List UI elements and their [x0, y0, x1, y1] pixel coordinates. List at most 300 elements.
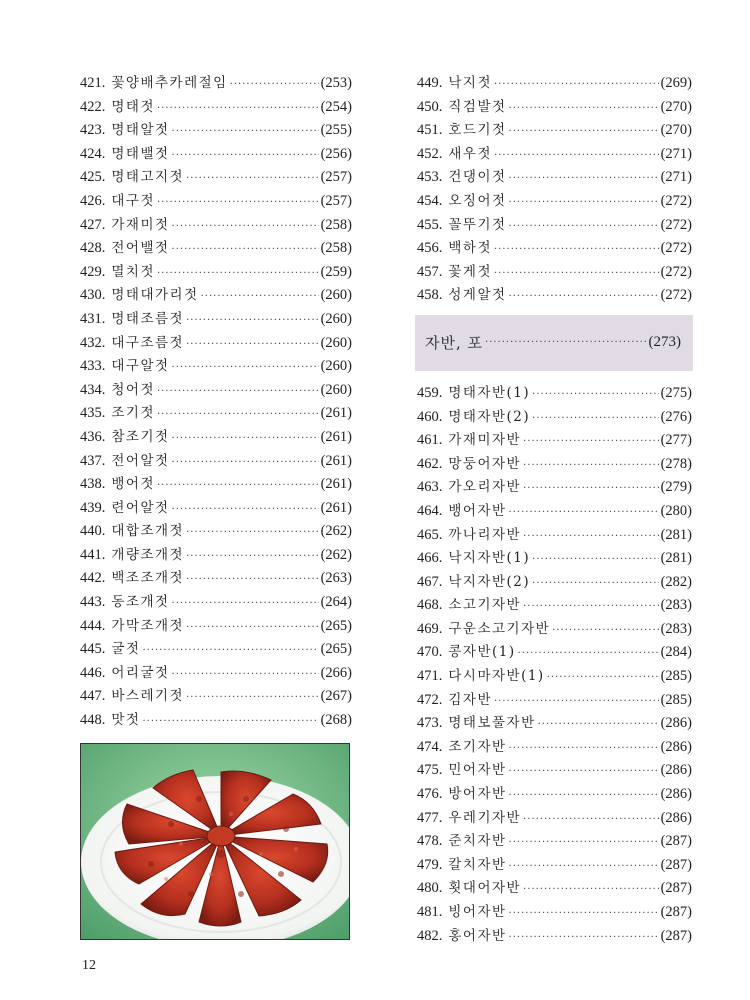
leader-dots	[552, 625, 658, 636]
toc-entry[interactable]	[417, 664, 692, 688]
page-number: 12	[82, 958, 96, 973]
entry-title: 가재미젓	[111, 216, 170, 233]
leader-dots	[186, 315, 318, 326]
leader-dots	[494, 79, 659, 90]
leader-dots	[172, 457, 319, 468]
leader-dots	[523, 814, 658, 825]
entry-page: (286)	[660, 738, 692, 755]
leader-dots	[172, 504, 319, 515]
toc-entry[interactable]	[80, 566, 352, 590]
toc-entry[interactable]	[417, 260, 692, 284]
toc-entry[interactable]	[80, 118, 352, 142]
toc-entry[interactable]	[80, 496, 352, 520]
entry-number: 422.	[80, 98, 106, 115]
entry-page: (287)	[660, 880, 692, 897]
entry-title: 청어젓	[111, 381, 155, 398]
entry-page: (265)	[320, 641, 352, 658]
entry-page: (272)	[660, 216, 692, 233]
entry-number: 452.	[417, 145, 443, 162]
toc-entry[interactable]	[80, 661, 352, 685]
toc-entry[interactable]	[417, 853, 692, 877]
leader-dots	[186, 574, 318, 585]
leader-dots	[172, 150, 319, 161]
leader-dots	[157, 103, 319, 114]
entry-page: (267)	[320, 688, 352, 705]
entry-title: 명태보풀자반	[448, 715, 536, 732]
toc-entry[interactable]	[80, 260, 352, 284]
toc-entry[interactable]	[80, 354, 352, 378]
leader-dots	[485, 337, 646, 348]
entry-page: (283)	[660, 597, 692, 614]
entry-title: 김자반	[448, 691, 492, 708]
leader-dots	[172, 244, 319, 255]
entry-title: 대구알젓	[111, 358, 170, 375]
entry-title: 가막조개젓	[111, 617, 185, 634]
toc-entry[interactable]	[80, 213, 352, 237]
leader-dots	[509, 861, 659, 872]
entry-page: (262)	[320, 546, 352, 563]
section-header[interactable]	[415, 315, 693, 371]
leader-dots	[157, 197, 319, 208]
leader-dots	[172, 433, 319, 444]
leader-dots	[509, 908, 659, 919]
entry-title: 소고기자반	[448, 597, 522, 614]
entry-title: 명태알젓	[111, 122, 170, 139]
entry-page: (257)	[320, 169, 352, 186]
leader-dots	[157, 409, 319, 420]
toc-entry[interactable]	[80, 519, 352, 543]
entry-number: 465.	[417, 526, 443, 543]
toc-entry[interactable]	[80, 425, 352, 449]
toc-entry[interactable]	[417, 236, 692, 260]
entry-title: 낙지젓	[448, 75, 492, 91]
entry-title: 전어밸젓	[111, 240, 170, 257]
toc-entry[interactable]	[417, 283, 692, 307]
toc-entry[interactable]	[417, 924, 692, 948]
leader-dots	[172, 362, 319, 373]
entry-title: 홍어자반	[448, 927, 507, 944]
toc-entry[interactable]	[80, 543, 352, 567]
entry-number: 433.	[80, 358, 106, 375]
entry-title: 뱅어자반	[448, 502, 507, 519]
entry-title: 명태조름젓	[111, 310, 185, 327]
entry-page: (281)	[660, 526, 692, 543]
entry-title: 명태젓	[111, 98, 155, 115]
entry-title: 오징어젓	[448, 192, 507, 209]
leader-dots	[509, 837, 659, 848]
toc-entry[interactable]	[80, 165, 352, 189]
leader-dots	[157, 480, 319, 491]
leader-dots	[142, 716, 318, 727]
entry-title: 굴젓	[111, 641, 141, 658]
entry-number: 437.	[80, 452, 106, 469]
entry-page: (260)	[320, 381, 352, 398]
entry-number: 472.	[417, 691, 443, 708]
entry-number: 443.	[80, 594, 106, 611]
entry-number: 470.	[417, 644, 443, 661]
entry-title: 명태고지젓	[111, 169, 185, 186]
entry-page: (260)	[320, 287, 352, 304]
entry-number: 477.	[417, 809, 443, 826]
entry-title: 다시마자반(1)	[448, 668, 545, 685]
toc-entry[interactable]	[80, 684, 352, 708]
leader-dots	[509, 507, 659, 518]
toc-entry[interactable]	[417, 405, 692, 429]
leader-dots	[230, 79, 319, 90]
entry-page: (260)	[320, 334, 352, 351]
leader-dots	[523, 483, 658, 494]
leader-dots	[523, 436, 658, 447]
entry-number: 439.	[80, 499, 106, 516]
entry-number: 459.	[417, 384, 443, 401]
toc-entry[interactable]	[417, 165, 692, 189]
entry-page: (258)	[320, 216, 352, 233]
toc-entry[interactable]	[417, 829, 692, 853]
entry-number: 469.	[417, 620, 443, 637]
entry-number: 421.	[80, 75, 106, 91]
toc-entry[interactable]	[417, 95, 692, 119]
entry-title: 명태대가리젓	[111, 287, 199, 304]
entry-page: (280)	[660, 502, 692, 519]
entry-title: 조기젓	[111, 405, 155, 422]
toc-entry[interactable]	[417, 758, 692, 782]
toc-entry[interactable]	[417, 475, 692, 499]
entry-title: 까나리자반	[448, 526, 522, 543]
entry-title: 직검발젓	[448, 98, 507, 115]
entry-title: 우레기자반	[448, 809, 522, 826]
entry-title: 호드기젓	[448, 122, 507, 139]
entry-number: 434.	[80, 381, 106, 398]
entry-title: 칼치자반	[448, 856, 507, 873]
toc-entry[interactable]	[80, 307, 352, 331]
toc-entry[interactable]	[417, 593, 692, 617]
leader-dots	[509, 790, 659, 801]
entry-number: 479.	[417, 856, 443, 873]
toc-entry[interactable]	[80, 189, 352, 213]
entry-page: (285)	[660, 668, 692, 685]
entry-number: 464.	[417, 502, 443, 519]
entry-title: 멸치젓	[111, 263, 155, 280]
entry-page: (264)	[320, 594, 352, 611]
entry-page: (272)	[660, 263, 692, 280]
entry-page: (272)	[660, 287, 692, 304]
toc-entry[interactable]	[417, 640, 692, 664]
toc-entry[interactable]	[417, 570, 692, 594]
entry-page: (287)	[660, 927, 692, 944]
entry-number: 447.	[80, 688, 106, 705]
entry-number: 468.	[417, 597, 443, 614]
entry-title: 가오리자반	[448, 479, 522, 496]
toc-entry[interactable]	[417, 499, 692, 523]
leader-dots	[509, 932, 659, 943]
entry-page: (282)	[660, 573, 692, 590]
entry-title: 망둥어자반	[448, 455, 522, 472]
entry-title: 대합조개젓	[111, 523, 185, 540]
entry-page: (258)	[320, 240, 352, 257]
entry-number: 431.	[80, 310, 106, 327]
toc-entry[interactable]	[417, 900, 692, 924]
entry-number: 432.	[80, 334, 106, 351]
leader-dots	[186, 692, 318, 703]
entry-number: 435.	[80, 405, 106, 422]
entry-number: 454.	[417, 192, 443, 209]
entry-number: 481.	[417, 904, 443, 920]
entry-title: 횟대어자반	[448, 880, 522, 897]
leader-dots	[494, 268, 659, 279]
entry-page: (271)	[660, 169, 692, 186]
entry-number: 445.	[80, 641, 106, 658]
entry-page: (283)	[660, 620, 692, 637]
toc-entry[interactable]	[417, 523, 692, 547]
entry-page: (261)	[320, 452, 352, 469]
toc-column-left	[80, 71, 352, 732]
entry-page: (270)	[660, 122, 692, 139]
entry-number: 462.	[417, 455, 443, 472]
leader-dots	[509, 766, 659, 777]
entry-number: 430.	[80, 287, 106, 304]
entry-title: 명태밸젓	[111, 145, 170, 162]
entry-number: 455.	[417, 216, 443, 233]
entry-title: 가재미자반	[448, 432, 522, 449]
entry-number: 475.	[417, 762, 443, 779]
entry-title: 민어자반	[448, 762, 507, 779]
entry-page: (256)	[320, 145, 352, 162]
leader-dots	[523, 601, 658, 612]
entry-number: 448.	[80, 712, 106, 729]
entry-page: (260)	[320, 310, 352, 327]
entry-title: 련어알젓	[111, 499, 170, 516]
leader-dots	[186, 551, 318, 562]
leader-dots	[157, 268, 319, 279]
entry-page: (253)	[320, 75, 352, 91]
leader-dots	[538, 719, 659, 730]
entry-title: 대구조름젓	[111, 334, 185, 351]
toc-entry[interactable]	[417, 213, 692, 237]
entry-number: 436.	[80, 428, 106, 445]
toc-entry[interactable]	[80, 449, 352, 473]
leader-dots	[172, 221, 319, 232]
entry-page: (272)	[660, 240, 692, 257]
entry-page: (255)	[320, 122, 352, 139]
entry-page: (287)	[660, 833, 692, 850]
leader-dots	[186, 173, 318, 184]
toc-entry[interactable]	[417, 71, 692, 95]
toc-entry[interactable]	[80, 378, 352, 402]
entry-number: 449.	[417, 75, 443, 91]
toc-entry[interactable]	[80, 236, 352, 260]
entry-page: (272)	[660, 192, 692, 209]
toc-entry[interactable]	[417, 617, 692, 641]
toc-entry[interactable]	[417, 118, 692, 142]
salted-fish-dish-image	[81, 744, 350, 940]
entry-page: (277)	[660, 432, 692, 449]
entry-number: 480.	[417, 880, 443, 897]
entry-number: 456.	[417, 240, 443, 257]
leader-dots	[532, 578, 658, 589]
entry-title: 참조기젓	[111, 428, 170, 445]
leader-dots	[509, 197, 659, 208]
entry-number: 458.	[417, 287, 443, 304]
entry-number: 474.	[417, 738, 443, 755]
entry-page: (262)	[320, 523, 352, 540]
entry-page: (261)	[320, 499, 352, 516]
entry-page: (263)	[320, 570, 352, 587]
entry-number: 425.	[80, 169, 106, 186]
entry-title: 명태자반(1)	[448, 384, 531, 401]
toc-entry[interactable]	[417, 735, 692, 759]
entry-number: 461.	[417, 432, 443, 449]
entry-title: 맛젓	[111, 712, 141, 729]
entry-page: (266)	[320, 664, 352, 681]
entry-page: (261)	[320, 476, 352, 493]
toc-entry[interactable]	[80, 637, 352, 661]
toc-column-right	[417, 71, 692, 947]
leader-dots	[494, 696, 659, 707]
entry-title: 백조조개젓	[111, 570, 185, 587]
entry-page: (275)	[660, 384, 692, 401]
toc-group-jaban	[417, 381, 692, 947]
entry-page: (276)	[660, 408, 692, 425]
leader-dots	[509, 743, 659, 754]
entry-page: (254)	[320, 98, 352, 115]
entry-title: 성게알젓	[448, 287, 507, 304]
leader-dots	[172, 598, 319, 609]
leader-dots	[509, 221, 659, 232]
entry-page: (279)	[660, 479, 692, 496]
leader-dots	[494, 244, 659, 255]
entry-number: 478.	[417, 833, 443, 850]
entry-number: 423.	[80, 122, 106, 139]
entry-number: 446.	[80, 664, 106, 681]
toc-entry[interactable]	[417, 688, 692, 712]
toc-entry[interactable]	[80, 142, 352, 166]
toc-entry[interactable]	[417, 876, 692, 900]
toc-entry[interactable]	[80, 614, 352, 638]
entry-title: 건댕이젓	[448, 169, 507, 186]
entry-title: 방어자반	[448, 786, 507, 803]
toc-entry[interactable]	[417, 782, 692, 806]
toc-entry[interactable]	[417, 142, 692, 166]
section-title: 자반, 포	[425, 334, 484, 353]
toc-entry[interactable]	[417, 546, 692, 570]
leader-dots	[532, 554, 658, 565]
entry-title: 낙지자반(2)	[448, 573, 531, 590]
leader-dots	[509, 173, 659, 184]
toc-entry[interactable]	[80, 331, 352, 355]
leader-dots	[523, 531, 658, 542]
toc-entry[interactable]	[417, 428, 692, 452]
entry-page: (278)	[660, 455, 692, 472]
toc-entry[interactable]	[417, 189, 692, 213]
entry-number: 442.	[80, 570, 106, 587]
leader-dots	[172, 669, 319, 680]
toc-entry[interactable]	[80, 590, 352, 614]
entry-number: 482.	[417, 927, 443, 944]
toc-entry[interactable]	[417, 381, 692, 405]
entry-title: 빙어자반	[448, 904, 507, 920]
entry-number: 466.	[417, 550, 443, 567]
entry-number: 467.	[417, 573, 443, 590]
entry-page: (261)	[320, 428, 352, 445]
entry-title: 준치자반	[448, 833, 507, 850]
entry-page: (260)	[320, 358, 352, 375]
entry-title: 바스레기젓	[111, 688, 185, 705]
entry-page: (261)	[320, 405, 352, 422]
entry-title: 조기자반	[448, 738, 507, 755]
entry-page: (286)	[660, 762, 692, 779]
entry-page: (259)	[320, 263, 352, 280]
leader-dots	[532, 413, 658, 424]
leader-dots	[523, 884, 658, 895]
toc-entry[interactable]	[80, 401, 352, 425]
entry-title: 꼴뚜기젓	[448, 216, 507, 233]
entry-title: 콩자반(1)	[448, 644, 516, 661]
toc-entry[interactable]	[417, 806, 692, 830]
leader-dots	[532, 389, 658, 400]
entry-page: (284)	[660, 644, 692, 661]
entry-page: (285)	[660, 691, 692, 708]
entry-number: 440.	[80, 523, 106, 540]
entry-page: (287)	[660, 856, 692, 873]
entry-page: (286)	[660, 715, 692, 732]
entry-number: 427.	[80, 216, 106, 233]
entry-number: 428.	[80, 240, 106, 257]
leader-dots	[518, 648, 659, 659]
entry-number: 438.	[80, 476, 106, 493]
entry-number: 441.	[80, 546, 106, 563]
leader-dots	[494, 150, 659, 161]
toc-entry[interactable]	[80, 71, 352, 95]
entry-page: (287)	[660, 904, 692, 920]
entry-page: (265)	[320, 617, 352, 634]
toc-entry[interactable]	[417, 452, 692, 476]
entry-number: 463.	[417, 479, 443, 496]
leader-dots	[547, 672, 659, 683]
food-photo	[80, 743, 350, 940]
toc-entry[interactable]	[417, 711, 692, 735]
entry-page: (270)	[660, 98, 692, 115]
leader-dots	[523, 460, 658, 471]
leader-dots	[157, 386, 319, 397]
entry-title: 어리굴젓	[111, 664, 170, 681]
leader-dots	[186, 622, 318, 633]
entry-number: 429.	[80, 263, 106, 280]
leader-dots	[142, 645, 318, 656]
entry-page: (281)	[660, 550, 692, 567]
entry-page: (286)	[660, 809, 692, 826]
leader-dots	[172, 126, 319, 137]
entry-page: (268)	[320, 712, 352, 729]
entry-title: 구운소고기자반	[448, 620, 551, 637]
entry-title: 꽃게젓	[448, 263, 492, 280]
entry-page: (271)	[660, 145, 692, 162]
section-page: (273)	[648, 334, 681, 351]
entry-title: 개량조개젓	[111, 546, 185, 563]
entry-title: 새우젓	[448, 145, 492, 162]
entry-page: (286)	[660, 786, 692, 803]
entry-number: 473.	[417, 715, 443, 732]
entry-title: 뱅어젓	[111, 476, 155, 493]
toc-entry[interactable]	[80, 472, 352, 496]
leader-dots	[186, 527, 318, 538]
toc-entry[interactable]	[80, 283, 352, 307]
toc-entry[interactable]	[80, 95, 352, 119]
toc-entry[interactable]	[80, 708, 352, 732]
entry-number: 453.	[417, 169, 443, 186]
entry-number: 451.	[417, 122, 443, 139]
entry-number: 460.	[417, 408, 443, 425]
leader-dots	[509, 291, 659, 302]
